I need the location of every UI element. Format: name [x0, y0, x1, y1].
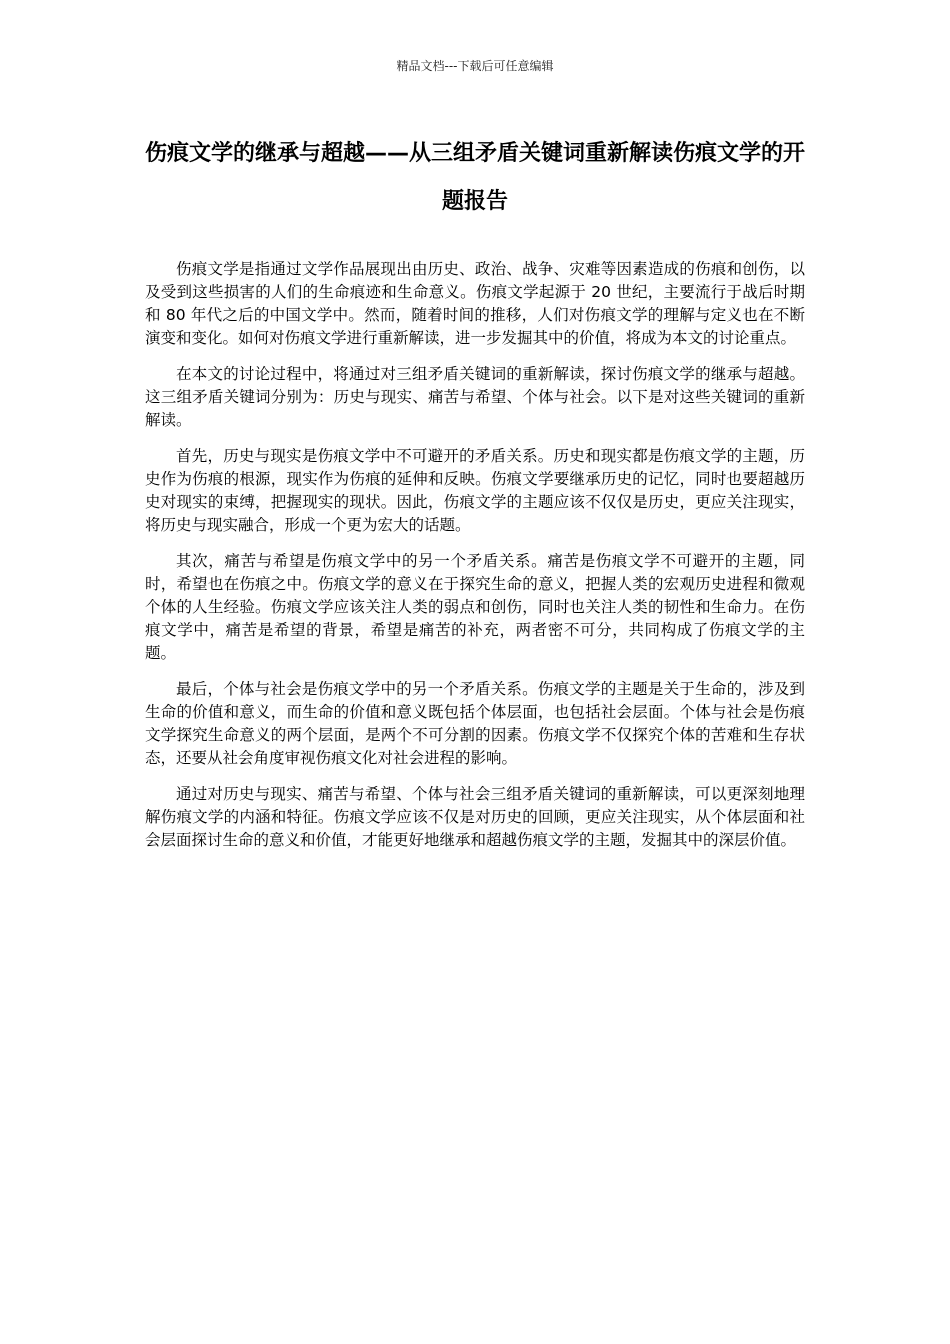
paragraph-pain-hope: 其次，痛苦与希望是伤痕文学中的另一个矛盾关系。痛苦是伤痕文学不可避开的主题，同时，希望也在伤痕之中。伤痕文学的意义在于探究生命的意义，把握人类的宏观历史进程和微观个体的人生经验。伤痕文学应该关注人类的弱点和创伤，同时也关注人类的韧性和生命力。在伤痕文学中，痛苦是希望的背景，希望是痛苦的补充，两者密不可分，共同构成了伤痕文学的主题。 — [145, 552, 805, 662]
document-body — [145, 258, 805, 865]
paragraph-overview: 在本文的讨论过程中，将通过对三组矛盾关键词的重新解读，探讨伤痕文学的继承与超越。这三组矛盾关键词分别为：历史与现实、痛苦与希望、个体与社会。以下是对这些关键词的重新解读。 — [145, 365, 805, 429]
paragraph-conclusion: 通过对历史与现实、痛苦与希望、个体与社会三组矛盾关键词的重新解读，可以更深刻地理解伤痕文学的内涵和特征。伤痕文学应该不仅是对历史的回顾，更应关注现实，从个体层面和社会层面探讨生命的意义和价值，才能更好地继承和超越伤痕文学的主题，发掘其中的深层价值。 — [145, 785, 805, 849]
document-title: 伤痕文学的继承与超越——从三组矛盾关键词重新解读伤痕文学的开题报告 — [145, 141, 806, 214]
paragraph-intro: 伤痕文学是指通过文学作品展现出由历史、政治、战争、灾难等因素造成的伤痕和创伤，以及受到这些损害的人们的生命痕迹和生命意义。伤痕文学起源于 20 世纪，主要流行于战后时期和 80 年代之后的中国文学中。然而，随着时间的推移，人们对伤痕文学的理解与定义也在不断演变和变化。如何对伤痕文学进行重新解读，进一步发掘其中的价值，将成为本文的讨论重点。 — [145, 260, 805, 347]
paragraph-history-reality: 首先，历史与现实是伤痕文学中不可避开的矛盾关系。历史和现实都是伤痕文学的主题，历史作为伤痕的根源，现实作为伤痕的延伸和反映。伤痕文学要继承历史的记忆，同时也要超越历史对现实的束缚，把握现实的现状。因此，伤痕文学的主题应该不仅仅是历史，更应关注现实，将历史与现实融合，形成一个更为宏大的话题。 — [145, 447, 805, 534]
page-header: 精品文档---下载后可任意编辑 — [396, 59, 554, 73]
paragraph-individual-society: 最后，个体与社会是伤痕文学中的另一个矛盾关系。伤痕文学的主题是关于生命的，涉及到生命的价值和意义，而生命的价值和意义既包括个体层面，也包括社会层面。个体与社会是伤痕文学探究生命意义的两个层面，是两个不可分割的因素。伤痕文学不仅探究个体的苦难和生存状态，还要从社会角度审视伤痕文化对社会进程的影响。 — [145, 680, 805, 767]
